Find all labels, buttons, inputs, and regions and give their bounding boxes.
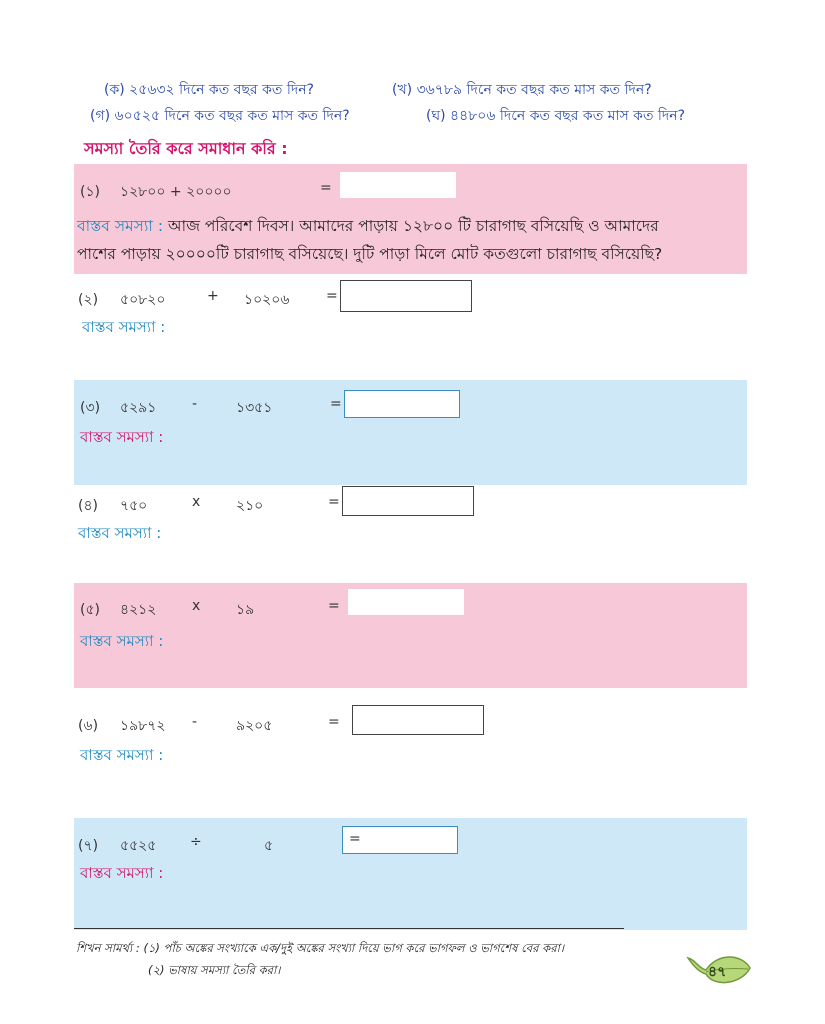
problem-4-number: (৪): [78, 498, 99, 514]
problem-5-answer-box[interactable]: [348, 589, 464, 615]
story-line-2: পাশের পাড়ায় ২০০০০টি চারাগাছ বসিয়েছে। দুটি পাড়া মিলে মোট কতগুলো চারাগাছ বসিয়েছি?: [77, 245, 663, 263]
question-gha: (ঘ) ৪৪৮০৬ দিনে কত বছর কত মাস কত দিন?: [426, 108, 686, 124]
footer-learning-outcome-2: (২) ভাষায় সমস্যা তৈরি করা।: [148, 963, 281, 977]
problem-3-real-label: বাস্তব সমস্যা :: [80, 428, 164, 446]
problem-6-operand-b: ৯২০৫: [236, 718, 273, 734]
problem-6-operator: -: [192, 714, 198, 730]
problem-7-operand-a: ৫৫২৫: [120, 838, 157, 854]
problem-4-operand-b: ২১০: [236, 498, 264, 514]
problem-7-real-label: বাস্তব সমস্যা :: [80, 864, 164, 882]
problem-2-answer-box[interactable]: [340, 280, 472, 312]
question-ga: (গ) ৬০৫২৫ দিনে কত বছর কত মাস কত দিন?: [90, 108, 350, 124]
problem-5-operator: x: [192, 598, 201, 614]
problem-5-equals: =: [328, 598, 340, 614]
problem-3-operator: -: [192, 396, 198, 412]
problem-4-operand-a: ৭৫০: [120, 498, 148, 514]
problem-2-real-label: বাস্তব সমস্যা :: [82, 318, 166, 336]
section-heading: সমস্যা তৈরি করে সমাধান করি :: [84, 139, 288, 158]
problem-3-operand-a: ৫২৯১: [120, 400, 157, 416]
problem-7-answer-box[interactable]: [342, 826, 458, 854]
problem-6-number: (৬): [78, 718, 99, 734]
problem-5-operand-a: ৪২১২: [120, 602, 157, 618]
problem-3-answer-box[interactable]: [344, 390, 460, 418]
problem-6-operand-a: ১৯৮৭২: [120, 718, 166, 734]
problem-2-equals: =: [326, 288, 338, 304]
story-line-1: [77, 214, 659, 240]
page-number: ৪৭: [708, 964, 727, 980]
problem-4-real-label: বাস্তব সমস্যা :: [78, 524, 162, 542]
question-kha: (খ) ৩৬৭৮৯ দিনে কত বছর কত মাস কত দিন?: [392, 82, 652, 98]
problem-7-equals: =: [349, 831, 361, 847]
problem-2-operand-a: ৫০৮২০: [120, 292, 166, 308]
problem-1-answer-box[interactable]: [340, 172, 456, 198]
footer-learning-outcome-1: শিখন সামর্থ্য : (১) পাঁচ অঙ্কের সংখ্যাকে এক/দুই অঙ্কের সংখ্যা দিয়ে ভাগ করে ভাগফল ও ভাগশেষ বের করা।: [76, 941, 564, 955]
problem-1-expression: ১২৮০০ + ২০০০০: [120, 184, 232, 200]
question-ka: (ক) ২৫৬৩২ দিনে কত বছর কত দিন?: [104, 82, 314, 98]
problem-4-equals: =: [328, 494, 340, 510]
problem-4-answer-box[interactable]: [342, 486, 474, 516]
problem-1-equals: =: [320, 180, 332, 196]
problem-2-operand-b: ১০২০৬: [244, 292, 290, 308]
problem-1-number: (১): [80, 184, 101, 200]
problem-6-real-label: বাস্তব সমস্যা :: [80, 746, 164, 764]
problem-3-equals: =: [330, 396, 342, 412]
problem-7-operator: ÷: [190, 834, 202, 850]
problem-5-operand-b: ১৯: [236, 602, 255, 618]
problem-2-number: (২): [78, 292, 99, 308]
problem-6-equals: =: [328, 714, 340, 730]
problem-6-answer-box[interactable]: [352, 705, 484, 735]
problem-7-number: (৭): [78, 838, 99, 854]
problem-4-operator: x: [192, 494, 201, 510]
problem-2-operator: +: [207, 288, 219, 304]
story-text-1: আজ পরিবেশ দিবস। আমাদের পাড়ায় ১২৮০০ টি চারাগাছ বসিয়েছি ও আমাদের: [167, 217, 659, 235]
problem-5-real-label: বাস্তব সমস্যা :: [80, 632, 164, 650]
page-number-leaf: [684, 948, 754, 990]
problem-7-operand-b: ৫: [264, 838, 274, 854]
problem-3-number: (৩): [80, 400, 101, 416]
footer-divider: [74, 928, 624, 929]
problem-5-number: (৫): [80, 602, 101, 618]
problem-3-operand-b: ১৩৫১: [236, 400, 273, 416]
story-label: বাস্তব সমস্যা :: [77, 217, 164, 235]
